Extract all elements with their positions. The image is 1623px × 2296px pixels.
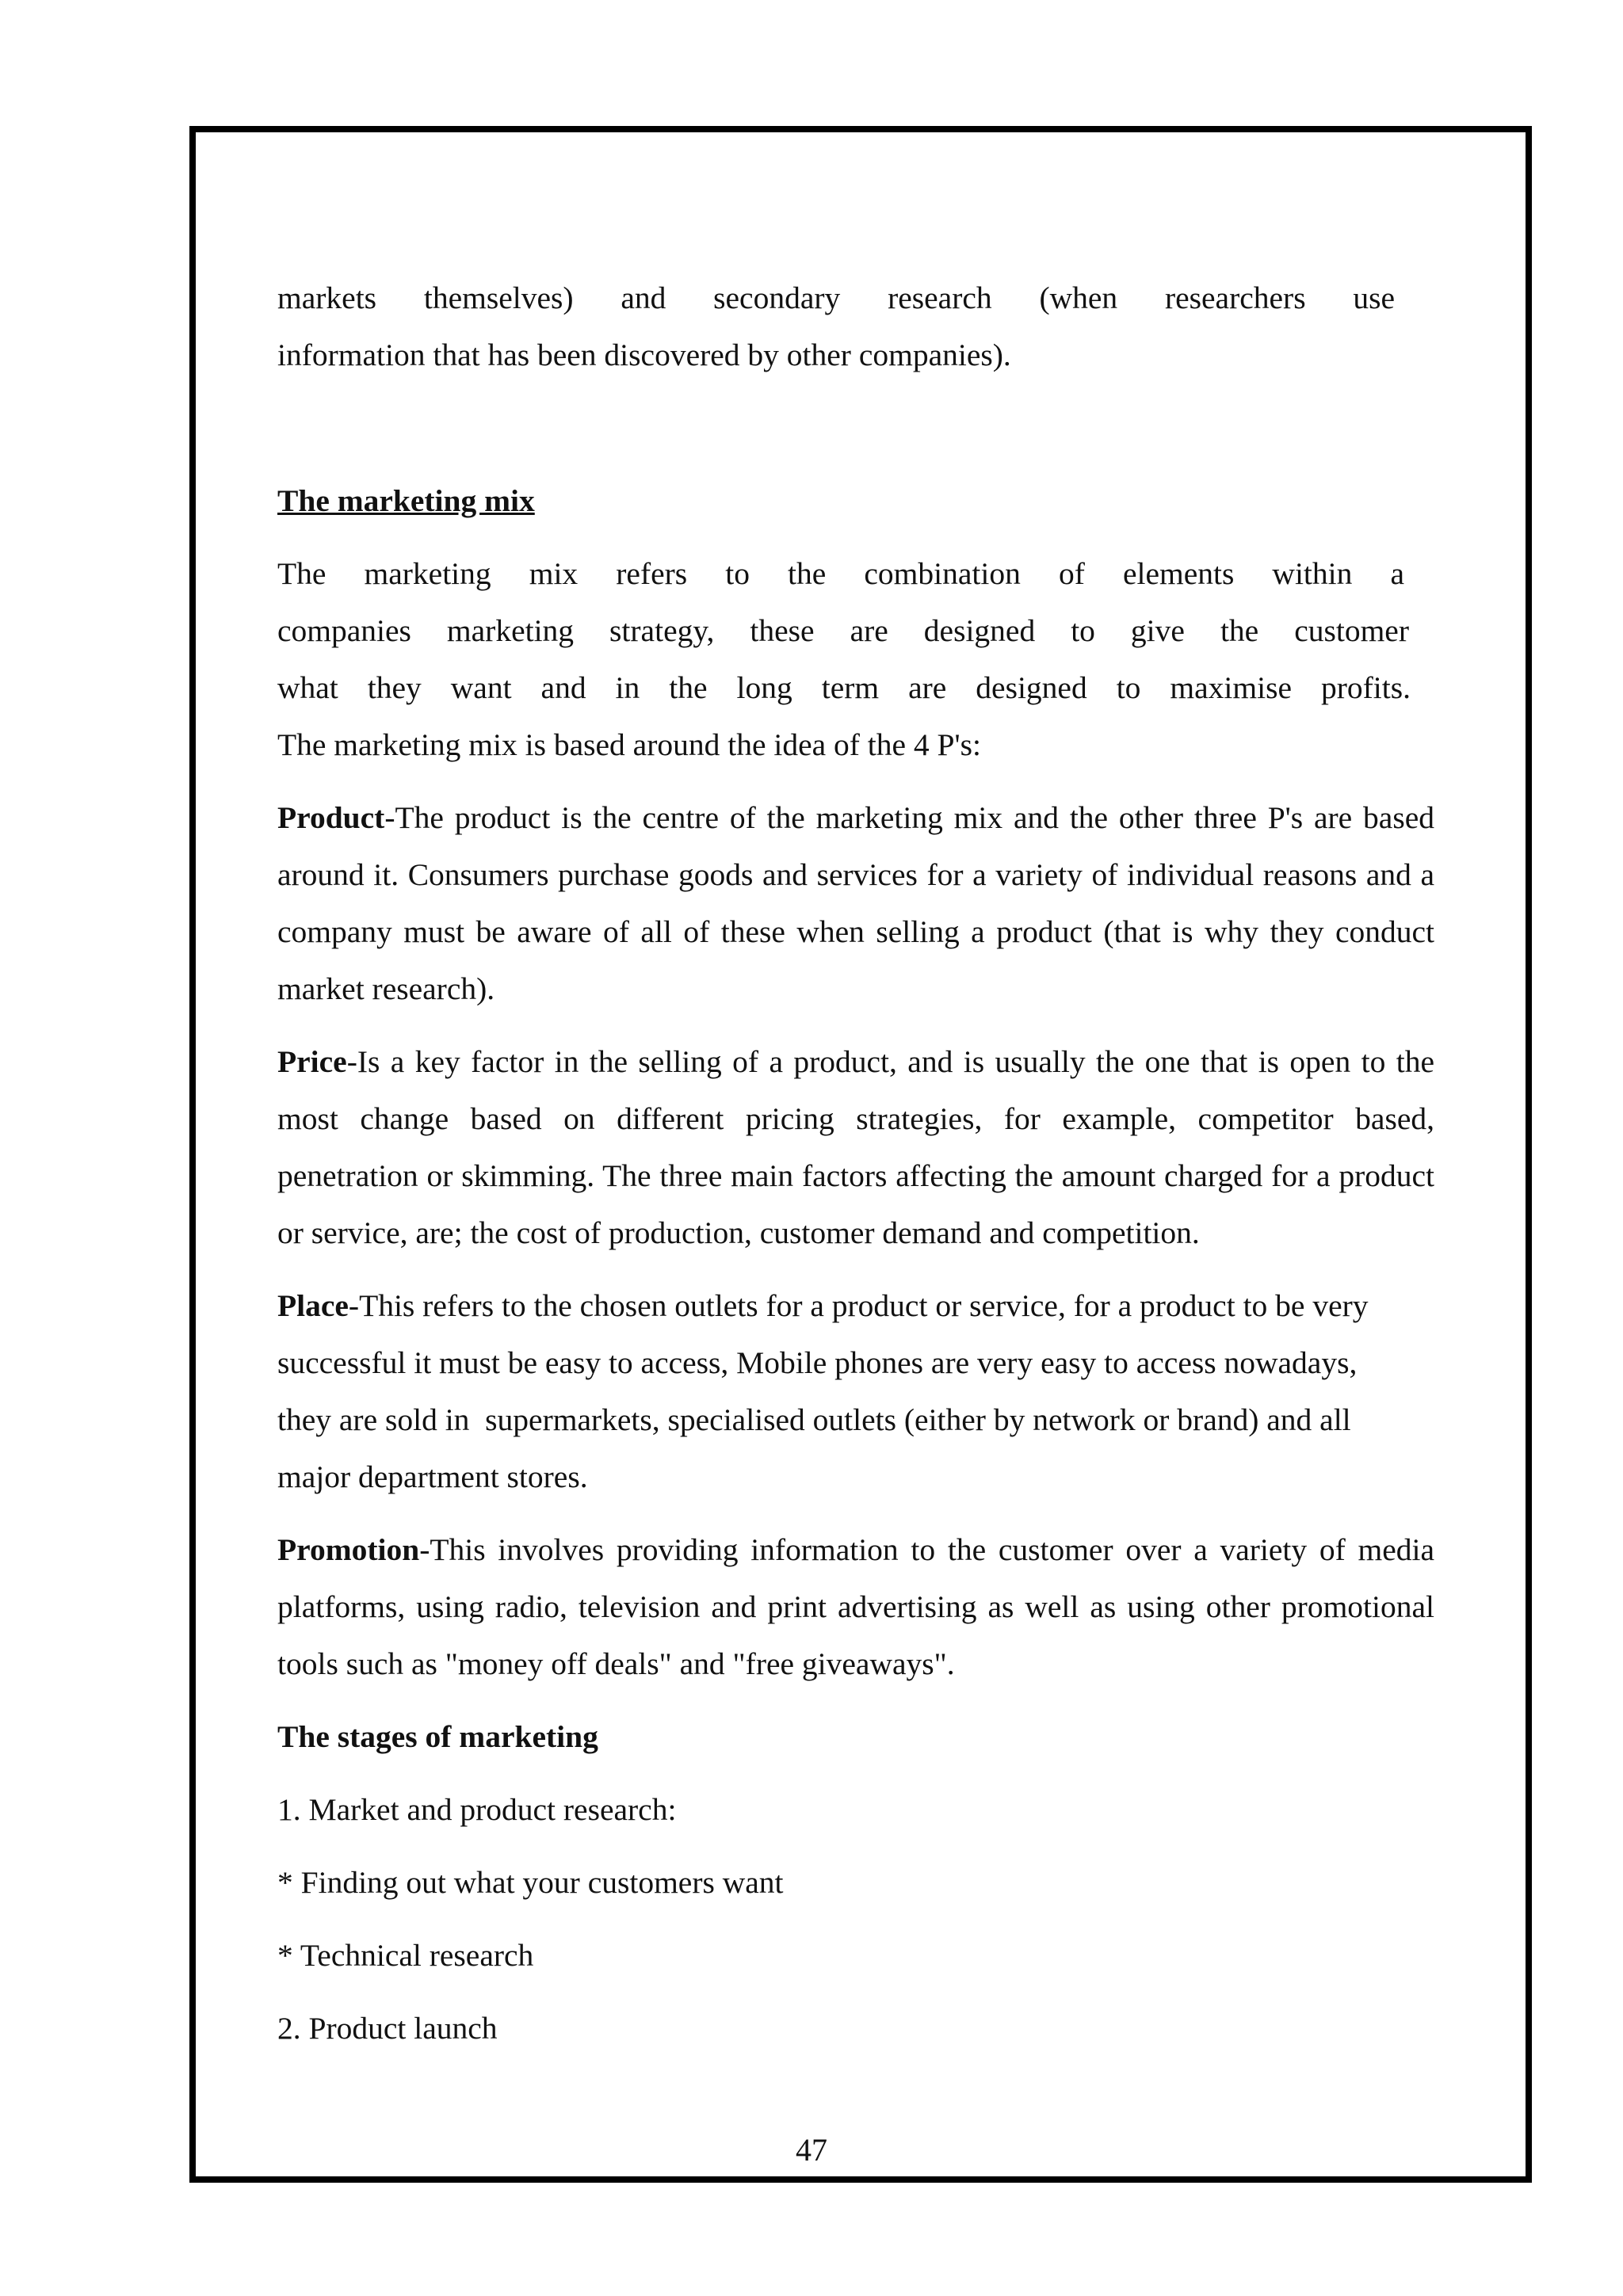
- place-term: Place: [277, 1288, 349, 1323]
- place-line-1: [277, 1277, 1434, 1334]
- mix-line: The marketing mix refers to the combination of elements within a: [277, 556, 1404, 591]
- price-text: -Is a key factor in the selling of a product, and is usually the one that is open to the most change based on different pricing strategies, for example, competitor based, penetration or skimming. The three main factors affecting the amount charged for a product or service, are; the cost of production, customer demand and competition.: [277, 1044, 1434, 1250]
- place-line-2: successful it must be easy to access, Mobile phones are very easy to access nowadays,: [277, 1345, 1358, 1380]
- intro-word: secondary: [713, 280, 841, 315]
- place-paragraph: [277, 1277, 1434, 1505]
- intro-line-2: information that has been discovered by other companies).: [277, 338, 1011, 372]
- intro-word: researchers: [1164, 280, 1306, 315]
- product-paragraph: [277, 789, 1434, 1017]
- page-body: [277, 269, 1434, 2057]
- mix-line: what they want and in the long term are designed to maximise profits.: [277, 670, 1411, 705]
- promotion-term: Promotion: [277, 1532, 420, 1567]
- mix-line: The marketing mix is based around the idea of the 4 P's:: [277, 727, 981, 762]
- intro-word: use: [1353, 280, 1396, 315]
- intro-word: markets: [277, 280, 377, 315]
- product-term: Product: [277, 800, 385, 835]
- intro-word: and: [621, 280, 666, 315]
- marketing-mix-heading: The marketing mix: [277, 483, 535, 518]
- place-line-3: they are sold in supermarkets, specialised outlets (either by network or brand) and all: [277, 1402, 1351, 1437]
- product-text: -The product is the centre of the marketing mix and the other three P's are based around it. Consumers purchase goods and services for a variety of individual reasons and a company must be aware of all of these when selling a product (that is why they conduct market research).: [277, 800, 1434, 1006]
- stage-item: * Finding out what your customers want: [277, 1865, 784, 1900]
- place-text: -This refers to the chosen outlets for a product or service, for a product to be very: [348, 1288, 1369, 1323]
- stage-item: * Technical research: [277, 1938, 534, 1973]
- intro-line-1: [277, 269, 1395, 326]
- intro-word: themselves): [423, 280, 574, 315]
- mix-line: companies marketing strategy, these are designed to give the customer: [277, 613, 1409, 648]
- stage-item: 1. Market and product research:: [277, 1792, 677, 1827]
- stage-item: 2. Product launch: [277, 2011, 498, 2046]
- marketing-mix-paragraph: [277, 545, 1411, 773]
- intro-word: research: [888, 280, 992, 315]
- place-line-4: major department stores.: [277, 1459, 588, 1494]
- stages-heading: The stages of marketing: [277, 1719, 598, 1754]
- page-number: 47: [796, 2132, 827, 2168]
- price-term: Price: [277, 1044, 347, 1079]
- promotion-text: -This involves providing information to the customer over a variety of media platforms, using radio, television and print advertising as well as using other promotional tools such as "money off deals" and "free giveaways".: [277, 1532, 1434, 1681]
- promotion-paragraph: [277, 1521, 1434, 1692]
- intro-word: (when: [1039, 280, 1118, 315]
- price-paragraph: [277, 1033, 1434, 1261]
